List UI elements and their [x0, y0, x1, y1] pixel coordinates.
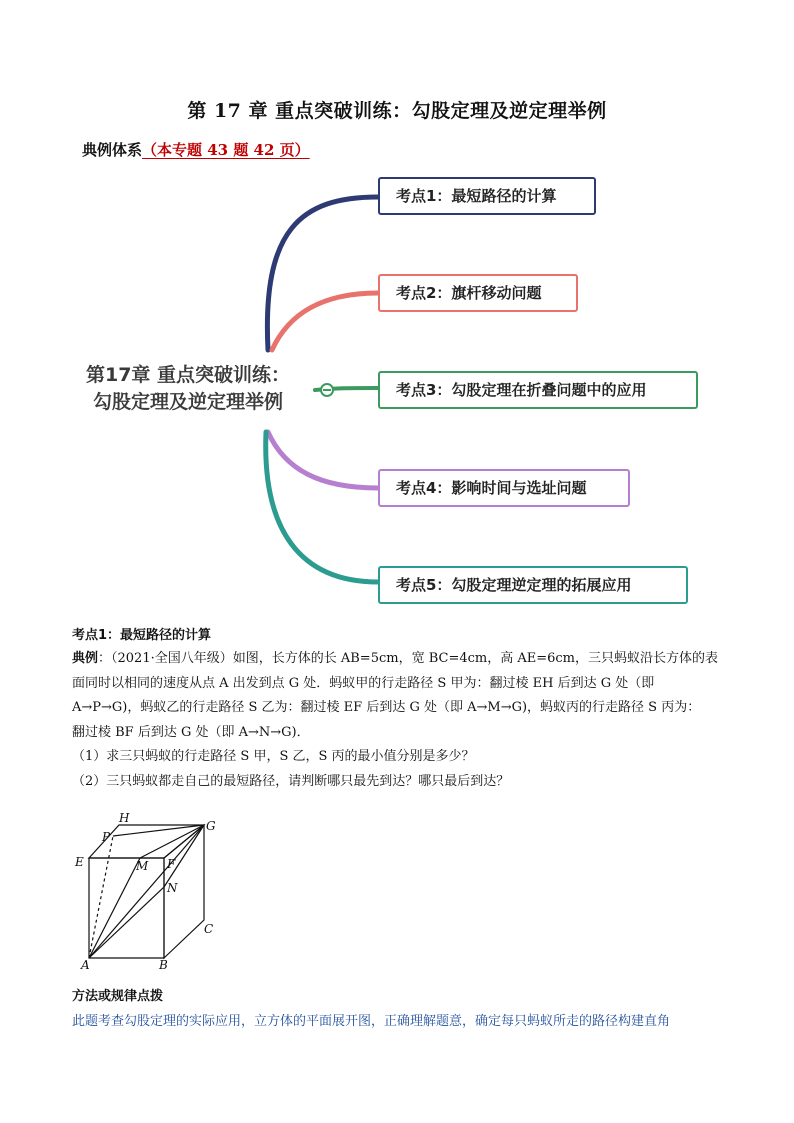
example-text-1: ：（2021·全国八年级）如图，长方体的长 AB=5cm，宽 BC=4cm，高 AE=6cm，三只蚂蚁沿长方体的表	[98, 651, 719, 666]
label-F: F	[167, 857, 176, 871]
example-line-2: 面同时以相同的速度从点 A 出发到点 G 处．蚂蚁甲的行走路径 S 甲为：翻过棱 EH 后到达 G 处（即	[72, 675, 655, 691]
example-line-4: 翻过棱 BF 后到达 G 处（即 A→N→G)．	[72, 724, 310, 740]
example-line-1	[72, 647, 722, 672]
topic-node-3[interactable]: 考点3：勾股定理在折叠问题中的应用	[378, 371, 698, 409]
example-line-3: A→P→G)，蚂蚁乙的行走路径 S 乙为：翻过棱 EF 后到达 G 处（即 A→M→G)，蚂蚁丙的行走路径 S 丙为：	[72, 700, 701, 715]
section-heading: 考点1：最短路径的计算	[72, 628, 212, 643]
central-topic-line2: 勾股定理及逆定理举例	[92, 391, 283, 413]
topic-node-5[interactable]: 考点5：勾股定理逆定理的拓展应用	[378, 566, 688, 604]
topic-node-1[interactable]: 考点1：最短路径的计算	[378, 177, 596, 215]
central-topic	[72, 362, 304, 416]
label-C: C	[204, 922, 214, 936]
topic-node-4[interactable]: 考点4：影响时间与选址问题	[378, 469, 630, 507]
label-E: E	[75, 855, 84, 869]
example-label: 典例	[72, 651, 99, 666]
system-prefix: 典例体系	[82, 141, 143, 159]
label-B: B	[159, 958, 168, 972]
central-topic-line1: 第17章 重点突破训练：	[85, 364, 291, 386]
question-1: （1）求三只蚂蚁的行走路径 S 甲，S 乙，S 丙的最小值分别是多少？	[72, 749, 475, 764]
label-G: G	[206, 819, 216, 833]
example-paragraph	[72, 647, 722, 794]
method-text: 此题考查勾股定理的实际应用，立方体的平面展开图，正确理解题意，确定每只蚂蚁所走的路径构建直角	[72, 1014, 671, 1029]
branch-connector-4	[268, 432, 378, 488]
label-P: P	[102, 830, 111, 844]
branch-connector-2	[272, 293, 378, 350]
method-heading: 方法或规律点拨	[72, 989, 164, 1004]
page-title: 第 17 章 重点突破训练：勾股定理及逆定理举例	[187, 100, 607, 122]
question-2: （2）三只蚂蚁都走自己的最短路径，请判断哪只最先到达？哪只最后到达？	[72, 773, 510, 789]
topic-node-2[interactable]: 考点2：旗杆移动问题	[378, 274, 578, 312]
label-N: N	[167, 881, 178, 895]
cuboid-figure	[72, 812, 232, 974]
label-A: A	[81, 958, 90, 972]
system-scope-highlight: （本专题 43 题 42 页）	[142, 141, 310, 159]
label-M: M	[136, 859, 149, 873]
label-H: H	[119, 812, 130, 825]
